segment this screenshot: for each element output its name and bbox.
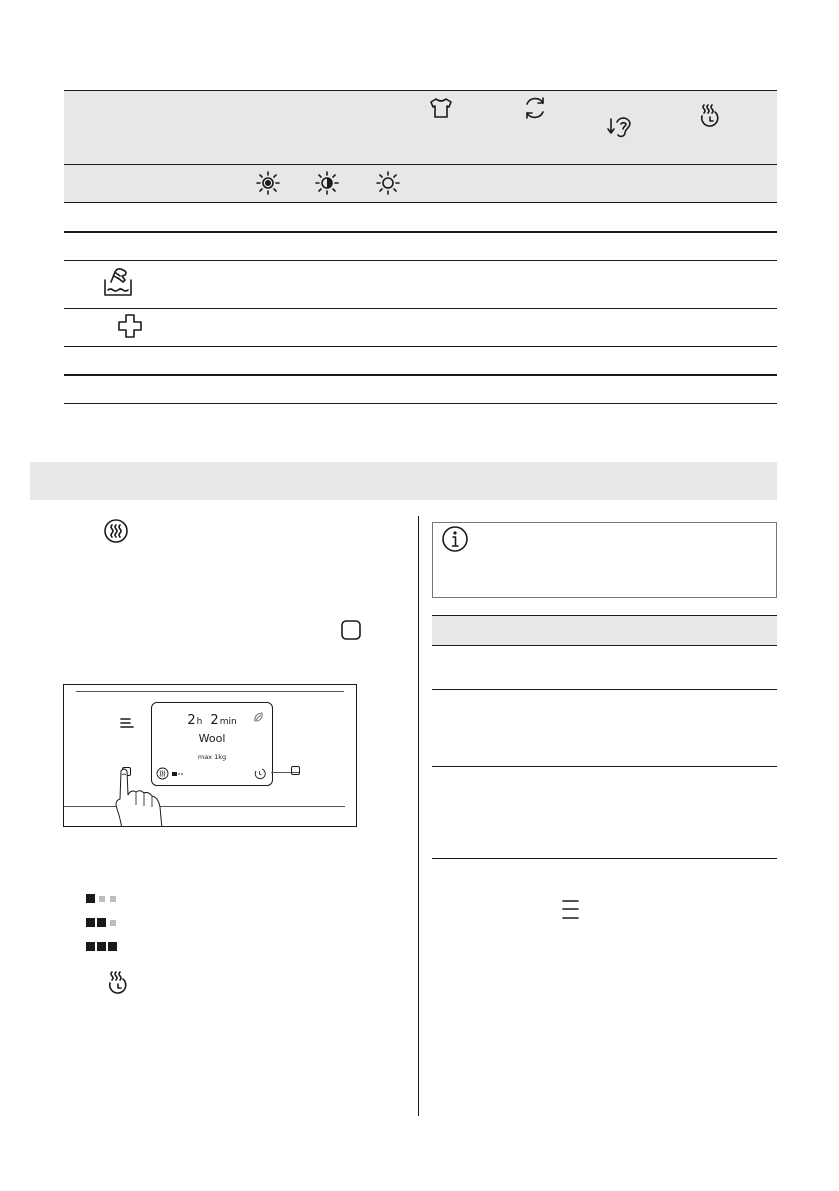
refresh-icon bbox=[522, 96, 548, 120]
time-minutes: 2 bbox=[210, 713, 219, 728]
sun-half-icon bbox=[315, 171, 339, 195]
table-row-divider bbox=[64, 231, 777, 233]
heat-level-row bbox=[64, 165, 777, 202]
level-indicator-mini bbox=[172, 772, 177, 776]
level-square bbox=[99, 896, 105, 902]
table-bottom-border bbox=[64, 403, 777, 404]
table-top-border bbox=[64, 90, 777, 91]
steam-timer-icon bbox=[104, 970, 130, 996]
right-table-header bbox=[432, 615, 777, 645]
square-button-icon bbox=[340, 619, 362, 641]
panel-top-line bbox=[76, 691, 344, 692]
finger-hand-icon bbox=[112, 765, 172, 827]
program-name: Wool bbox=[198, 732, 226, 745]
level-square bbox=[110, 920, 116, 926]
column-divider bbox=[418, 516, 419, 1116]
steam-icon bbox=[103, 518, 129, 544]
section-header-bar bbox=[30, 462, 777, 500]
right-table-header-divider bbox=[432, 645, 777, 646]
level-square bbox=[108, 942, 117, 951]
panel-bottom-line bbox=[63, 806, 345, 807]
heat-row-bottom-border bbox=[64, 202, 777, 203]
level-square bbox=[110, 896, 116, 902]
sun-empty-icon bbox=[376, 171, 400, 195]
steam-timer-icon bbox=[696, 103, 722, 129]
panel-button-right bbox=[291, 766, 300, 775]
table-row-divider bbox=[64, 260, 777, 261]
info-box bbox=[432, 522, 777, 598]
level-square bbox=[86, 894, 95, 903]
level-square bbox=[97, 942, 106, 951]
right-table-row-divider bbox=[432, 689, 777, 690]
time-min-unit: min bbox=[219, 717, 237, 727]
ear-icon bbox=[606, 114, 632, 140]
table-header-row bbox=[64, 90, 777, 164]
load-text: max 1kg bbox=[197, 753, 227, 761]
control-panel-illustration bbox=[63, 684, 357, 827]
menu-icon bbox=[561, 898, 581, 922]
cross-plus-icon bbox=[117, 313, 143, 339]
timer-icon bbox=[253, 767, 266, 780]
table-row-divider bbox=[64, 346, 777, 347]
right-table-row-divider bbox=[432, 766, 777, 767]
time-h-unit: h bbox=[196, 717, 203, 727]
right-table-top-border bbox=[432, 615, 777, 616]
level-indicator-mini bbox=[178, 773, 180, 775]
info-icon bbox=[441, 525, 469, 553]
table-row-divider bbox=[64, 374, 777, 376]
leaf-icon bbox=[253, 711, 265, 723]
level-square bbox=[86, 918, 95, 927]
level-square bbox=[86, 942, 95, 951]
shirt-icon bbox=[428, 97, 454, 119]
level-indicator-mini bbox=[181, 773, 183, 775]
table-row-divider bbox=[64, 308, 777, 309]
level-square bbox=[97, 918, 106, 927]
right-table-row-divider bbox=[432, 858, 777, 859]
menu-icon bbox=[120, 717, 134, 731]
hand-wash-basin-icon bbox=[103, 266, 133, 298]
time-hours: 2 bbox=[187, 713, 196, 728]
sun-full-icon bbox=[256, 171, 280, 195]
